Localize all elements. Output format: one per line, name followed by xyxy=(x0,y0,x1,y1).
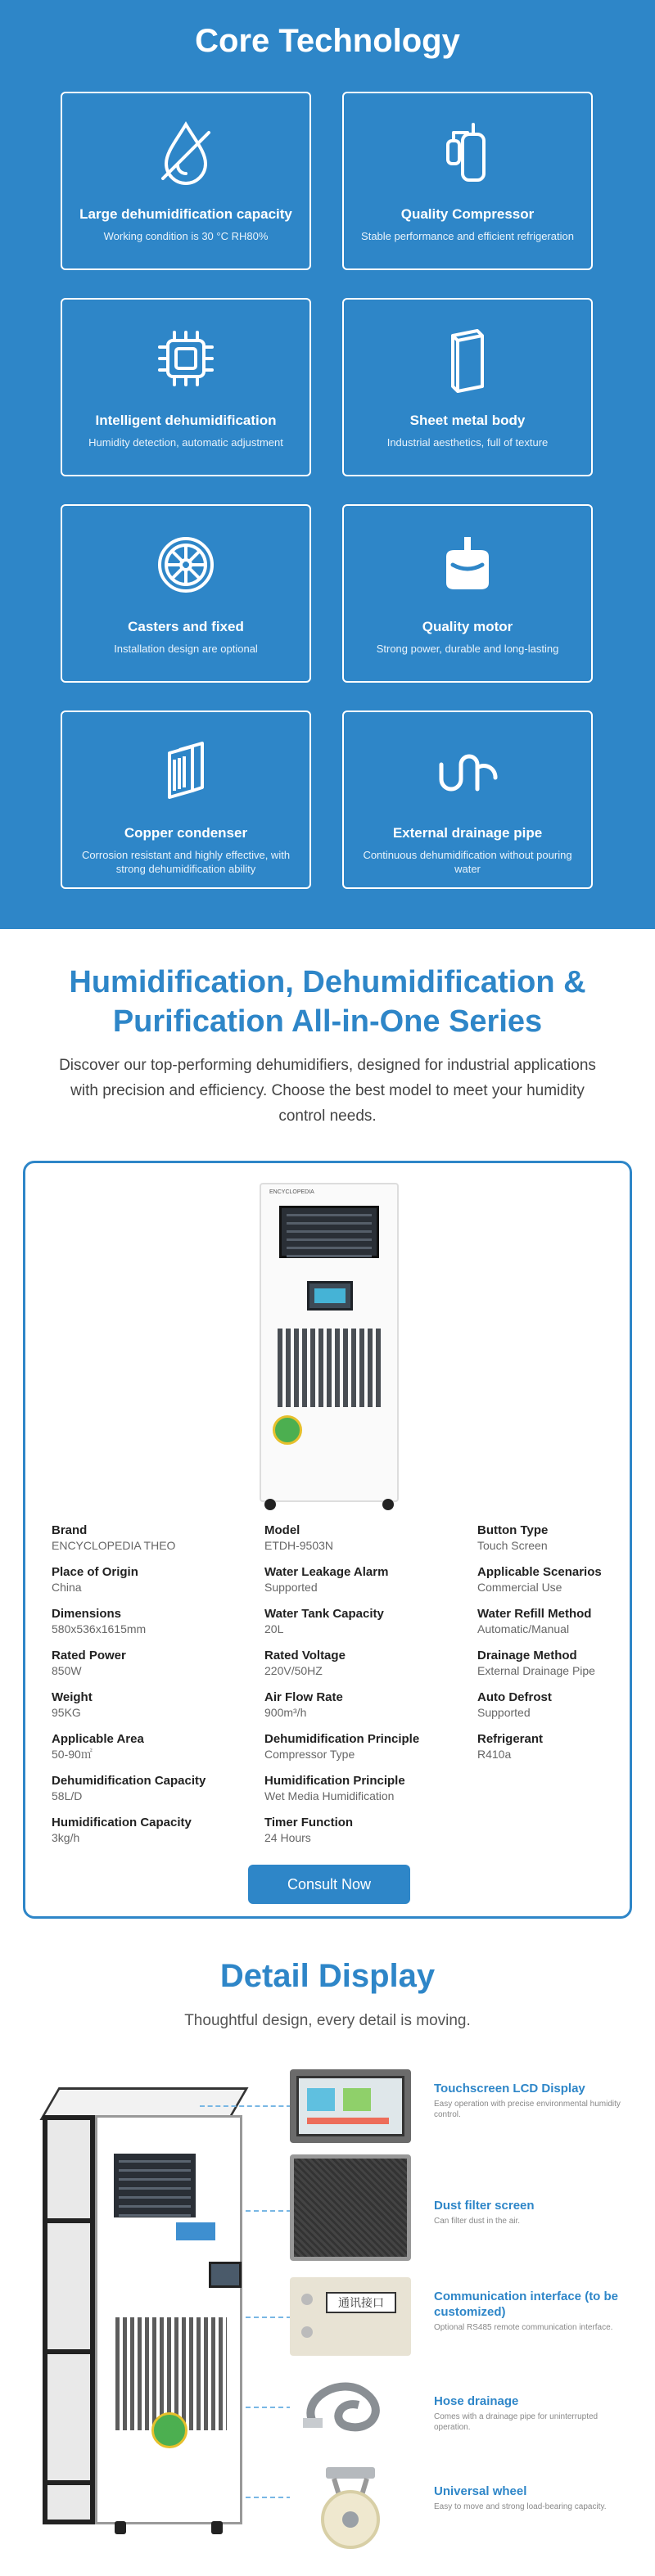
spec-item: Humidification Principle Wet Media Humidification xyxy=(264,1774,405,1802)
feature-title: Large dehumidification capacity xyxy=(79,206,292,222)
water-drop-icon xyxy=(147,113,225,192)
spec-item: Applicable Scenarios Commercial Use xyxy=(477,1565,602,1594)
control-panel-screen xyxy=(307,1281,353,1311)
feature-card-quality-motor xyxy=(342,504,593,683)
air-outlet-vent xyxy=(114,2154,196,2217)
chip-icon xyxy=(147,319,225,398)
unit-front-panel xyxy=(95,2115,242,2524)
feature-card-intelligent-dehumidification xyxy=(61,298,311,476)
series-title-line2: Purification All-in-One Series xyxy=(112,1004,543,1039)
feature-card-sheet-metal-body xyxy=(342,298,593,476)
detail-item-communication: Communication interface (to be customized) Optional RS485 remote communication interface. xyxy=(434,2290,619,2332)
spec-item: Water Leakage Alarm Supported xyxy=(264,1565,389,1594)
detail-display-title: Detail Display xyxy=(219,1958,436,1994)
series-title xyxy=(0,963,655,1041)
feature-desc: Installation design are optional xyxy=(114,643,258,655)
feature-title: Copper condenser xyxy=(124,825,248,841)
spec-item: Button Type Touch Screen xyxy=(477,1523,549,1552)
detail-item-hose: Hose drainage Comes with a drainage pipe for uninterrupted operation. xyxy=(434,2394,599,2432)
dust-filter-image xyxy=(290,2154,411,2261)
quality-badge-icon xyxy=(151,2412,187,2448)
feature-card-casters xyxy=(61,504,311,683)
wheel-icon xyxy=(382,1499,394,1510)
condenser-icon xyxy=(147,732,225,810)
spec-item: Applicable Area 50-90㎡ xyxy=(52,1732,144,1761)
universal-wheel-image xyxy=(290,2462,411,2552)
detail-item-wheel: Universal wheel Easy to move and strong load-bearing capacity. xyxy=(434,2484,607,2511)
feature-desc: Working condition is 30 °C RH80% xyxy=(103,230,269,242)
spec-item: Dehumidification Principle Compressor Type xyxy=(264,1732,420,1761)
feature-desc: Stable performance and efficient refrigeration xyxy=(361,230,574,242)
quality-badge-icon xyxy=(273,1415,302,1445)
spec-item: Brand ENCYCLOPEDIA THEO xyxy=(52,1523,176,1552)
feature-title: Quality motor xyxy=(422,619,513,634)
spec-item: Drainage Method External Drainage Pipe xyxy=(477,1649,595,1677)
spec-item: Dimensions 580x536x1615mm xyxy=(52,1607,147,1635)
interface-label: 通讯接口 xyxy=(326,2292,396,2313)
feature-title: Sheet metal body xyxy=(409,413,526,428)
spec-item: Water Refill Method Automatic/Manual xyxy=(477,1607,592,1635)
consult-now-button[interactable]: Consult Now xyxy=(248,1865,410,1904)
feature-card-dehumidification-capacity xyxy=(61,92,311,270)
wheel-icon xyxy=(115,2521,126,2534)
product-card xyxy=(23,1161,632,1919)
touchscreen-lcd-image xyxy=(290,2069,411,2143)
feature-desc: Corrosion resistant and highly effective, with strong dehumidification ability xyxy=(81,849,291,875)
air-outlet-vent xyxy=(279,1206,379,1258)
drainage-hose-image xyxy=(290,2367,411,2449)
wheel-icon xyxy=(211,2521,223,2534)
caster-wheel-icon xyxy=(147,526,225,604)
spec-item: Humidification Capacity 3kg/h xyxy=(52,1816,192,1844)
spec-item: Dehumidification Capacity 58L/D xyxy=(52,1774,206,1802)
unit-side-panel xyxy=(43,2115,95,2524)
feature-desc: Humidity detection, automatic adjustment xyxy=(88,436,283,449)
spec-item: Model ETDH-9503N xyxy=(264,1523,334,1552)
detail-display-subtitle: Thoughtful design, every detail is moving. xyxy=(184,2012,471,2029)
spec-item: Water Tank Capacity 20L xyxy=(264,1607,384,1635)
feature-desc: Strong power, durable and long-lasting xyxy=(376,643,559,655)
feature-desc: Industrial aesthetics, full of texture xyxy=(386,436,549,449)
feature-card-external-drainage xyxy=(342,711,593,889)
core-technology-title: Core Technology xyxy=(195,23,460,59)
wheel-icon xyxy=(264,1499,276,1510)
series-title-line1: Humidification, Dehumidification & xyxy=(69,965,586,999)
spec-item: Timer Function 24 Hours xyxy=(264,1816,354,1844)
feature-card-quality-compressor xyxy=(342,92,593,270)
communication-interface-image xyxy=(290,2277,411,2356)
feature-title: External drainage pipe xyxy=(392,825,543,841)
spec-item: Refrigerant R410a xyxy=(477,1732,544,1761)
spec-item: Rated Voltage 220V/50HZ xyxy=(264,1649,346,1677)
spec-item: Weight 95KG xyxy=(52,1690,93,1719)
spec-item: Air Flow Rate 900m³/h xyxy=(264,1690,343,1719)
feature-title: Casters and fixed xyxy=(128,619,244,634)
drainage-pipe-icon xyxy=(428,732,507,810)
spec-item: Auto Defrost Supported xyxy=(477,1690,552,1719)
brand-logo: ENCYCLOPEDIA xyxy=(269,1189,314,1195)
dehumidifier-product-image xyxy=(260,1183,399,1502)
feature-desc: Continuous dehumidification without pouring water xyxy=(363,849,572,875)
spec-item: Place of Origin China xyxy=(52,1565,138,1594)
brand-label xyxy=(176,2222,215,2240)
compressor-icon xyxy=(428,113,507,192)
feature-title: Quality Compressor xyxy=(400,206,535,222)
feature-title: Intelligent dehumidification xyxy=(95,413,277,428)
spec-item: Rated Power 850W xyxy=(52,1649,126,1677)
sheet-metal-icon xyxy=(428,319,507,398)
detail-item-dust-filter: Dust filter screen Can filter dust in the air. xyxy=(434,2199,535,2226)
detail-item-lcd: Touchscreen LCD Display Easy operation with precise environmental humidity control. xyxy=(434,2082,621,2119)
touchscreen xyxy=(209,2262,242,2288)
feature-card-copper-condenser xyxy=(61,711,311,889)
air-intake-grille xyxy=(278,1329,382,1407)
core-technology-section xyxy=(0,0,655,929)
dehumidifier-detail-image xyxy=(43,2087,247,2546)
series-description: Discover our top-performing dehumidifiers, designed for industrial applications with precision and efficiency. Choose the best model to meet your humidity control needs. xyxy=(59,1057,596,1125)
motor-icon xyxy=(428,526,507,604)
